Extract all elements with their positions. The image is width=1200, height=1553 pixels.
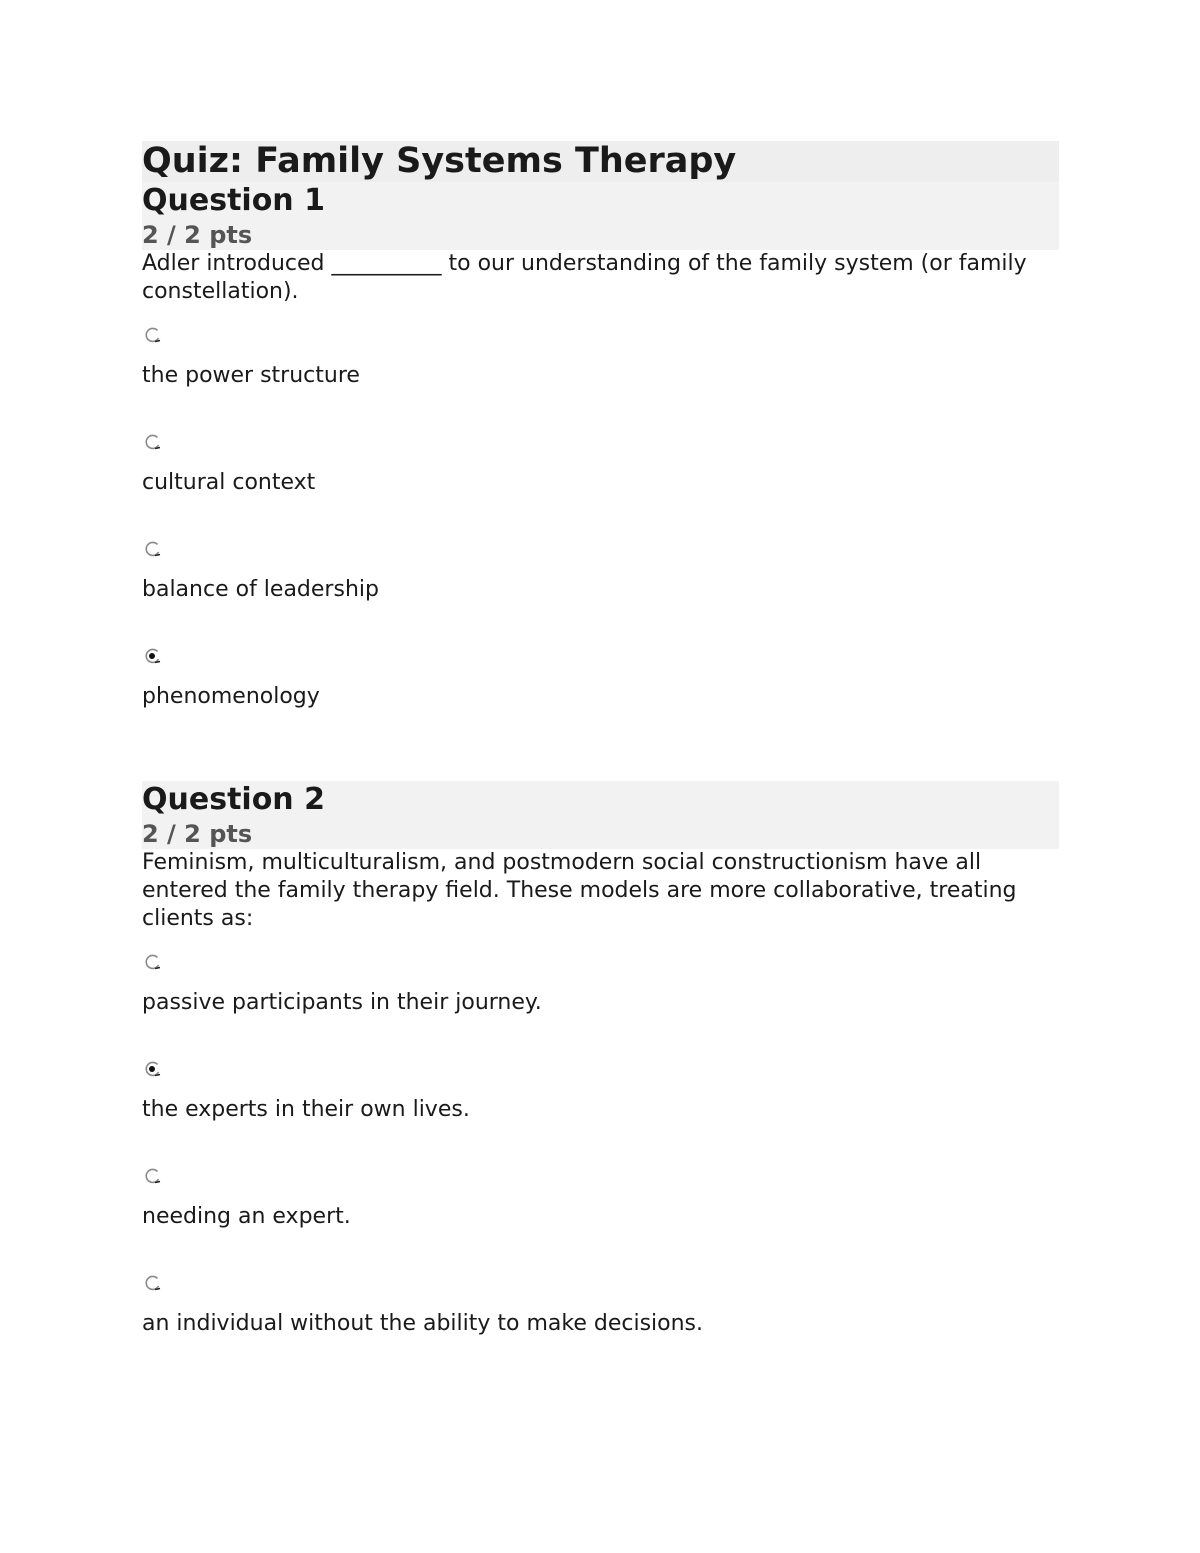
radio-icon[interactable] <box>144 540 162 558</box>
choice-label: passive participants in their journey. <box>142 990 542 1015</box>
answer-choice[interactable] <box>142 1147 1059 1254</box>
quiz-page <box>142 141 1059 1336</box>
question-points: 2 / 2 pts <box>142 820 253 848</box>
radio-icon[interactable] <box>144 326 162 344</box>
answer-choice[interactable] <box>142 1254 1059 1361</box>
question-1 <box>142 182 1059 734</box>
answer-choice-selected[interactable] <box>142 1040 1059 1147</box>
answer-choice[interactable] <box>142 306 1059 413</box>
choice-label: the experts in their own lives. <box>142 1097 470 1122</box>
question-text: Feminism, multiculturalism, and postmodern social constructionism have all entered the family therapy field. These models are more collaborative, treating clients as: <box>142 850 1017 931</box>
answer-choice[interactable] <box>142 520 1059 627</box>
radio-icon[interactable] <box>144 433 162 451</box>
quiz-title: Quiz: Family Systems Therapy <box>142 141 1059 182</box>
answer-choice-selected[interactable] <box>142 627 1059 734</box>
radio-selected-icon[interactable] <box>144 647 162 665</box>
question-header <box>142 182 1059 250</box>
question-points: 2 / 2 pts <box>142 221 253 249</box>
answer-choices <box>142 933 1059 1361</box>
radio-icon[interactable] <box>144 1167 162 1185</box>
question-title: Question 2 <box>142 782 325 817</box>
choice-label: cultural context <box>142 470 316 495</box>
choice-label: balance of leadership <box>142 577 379 602</box>
question-2 <box>142 781 1059 1361</box>
answer-choice[interactable] <box>142 933 1059 1040</box>
question-header <box>142 781 1059 849</box>
choice-label: needing an expert. <box>142 1204 351 1229</box>
choice-label: the power structure <box>142 363 360 388</box>
radio-icon[interactable] <box>144 953 162 971</box>
choice-label: phenomenology <box>142 684 320 709</box>
question-title: Question 1 <box>142 183 325 218</box>
answer-choice[interactable] <box>142 413 1059 520</box>
choice-label: an individual without the ability to make decisions. <box>142 1311 704 1336</box>
radio-selected-icon[interactable] <box>144 1060 162 1078</box>
question-text: Adler introduced __________ to our understanding of the family system (or family constellation). <box>142 251 1027 304</box>
radio-icon[interactable] <box>144 1274 162 1292</box>
answer-choices <box>142 306 1059 734</box>
